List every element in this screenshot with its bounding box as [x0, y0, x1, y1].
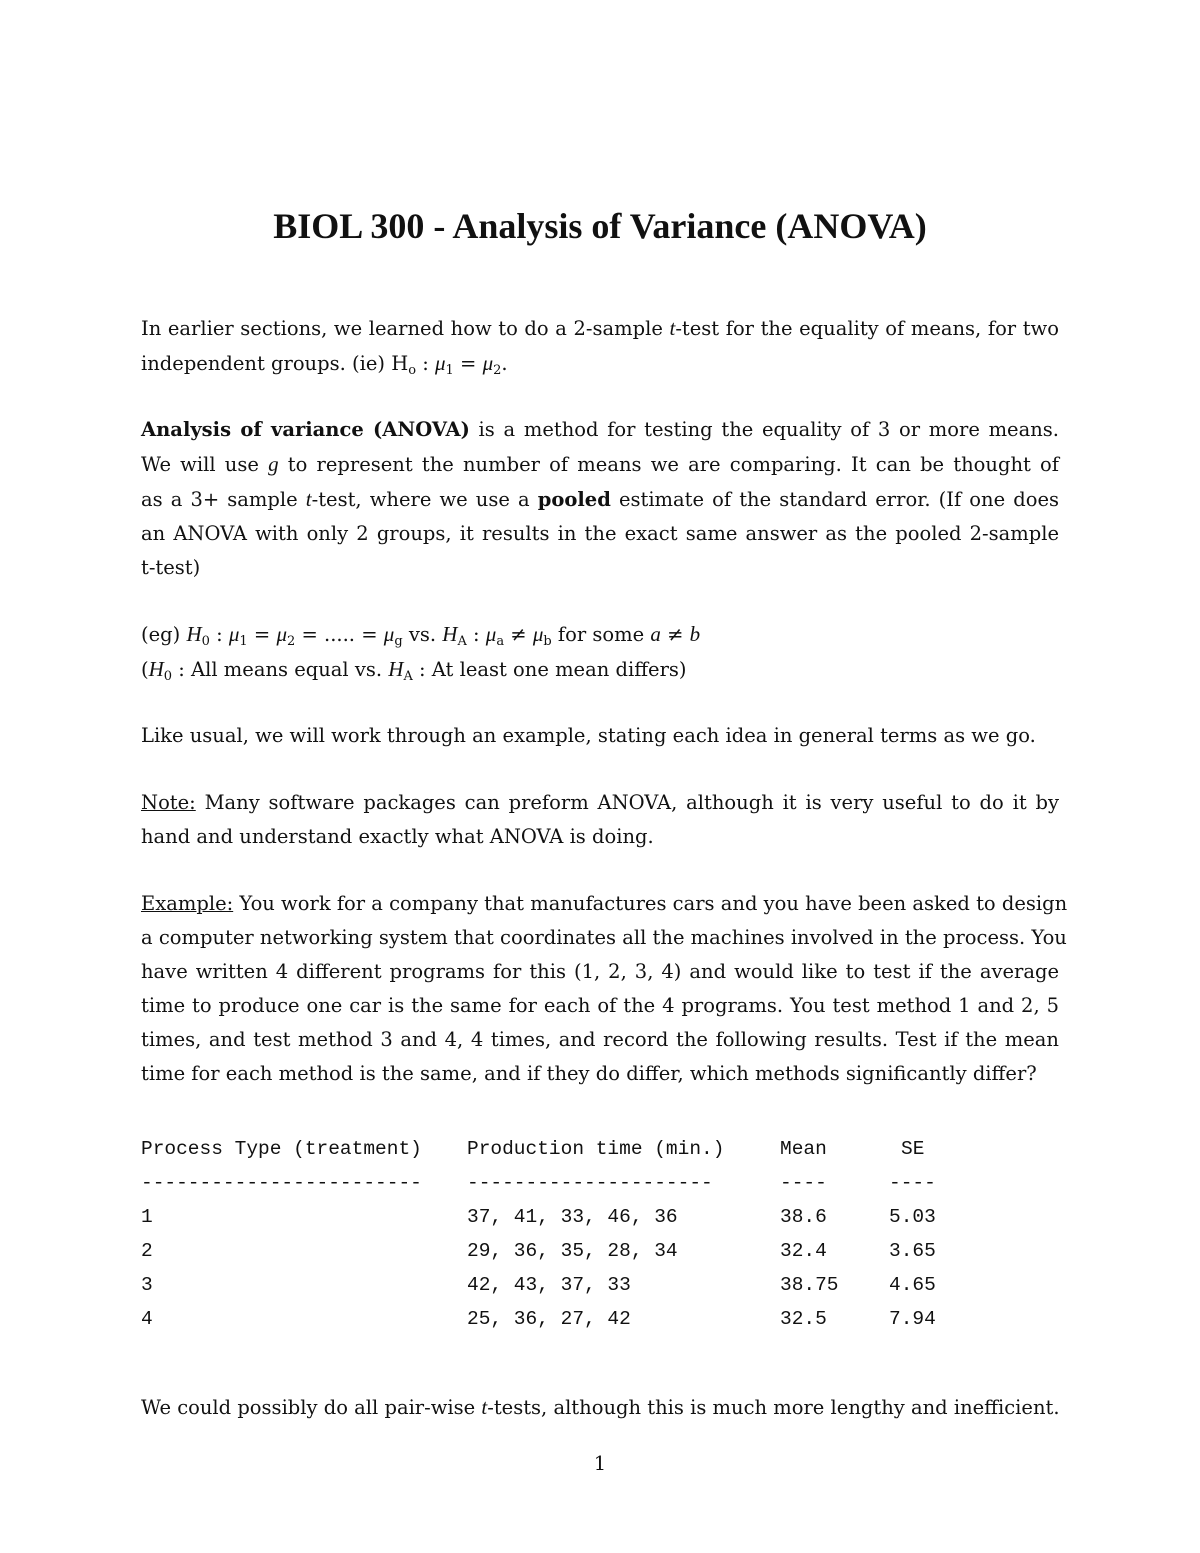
rule: --------------------- — [467, 1172, 713, 1194]
page-title: BIOL 300 - Analysis of Variance (ANOVA) — [273, 206, 927, 246]
anova-definition-paragraph — [141, 413, 1059, 585]
anova-line-5: t-test) — [141, 556, 201, 579]
cell-times: 29, 36, 35, 28, 34 — [467, 1240, 678, 1262]
header-production-time: Production time (min.) — [467, 1138, 725, 1160]
cell-process: 2 — [141, 1240, 153, 1262]
cell-se: 3.65 — [889, 1240, 936, 1262]
hypotheses-line-1: (eg) $H_0$ : $\mu_1 = \mu_2$ = ..... = $\mu_g$ vs. $H_A$ : $\mu_a \ne \mu_b$ for some a ≠ b — [141, 622, 701, 649]
header-mean: Mean — [780, 1138, 827, 1160]
example-line-3: have written 4 different programs for this (1, 2, 3, 4) and would like to test if the average — [141, 960, 1059, 983]
closing-paragraph — [141, 1390, 1059, 1425]
intro-paragraph — [141, 311, 1059, 381]
cell-times: 37, 41, 33, 46, 36 — [467, 1206, 678, 1228]
note-line-1: Note: Many software packages can preform ANOVA, although it is very useful to do it by — [141, 791, 1059, 814]
anova-line-1: Analysis of variance (ANOVA) is a method for testing the equality of 3 or more means. — [141, 418, 1059, 441]
rule: ---- — [889, 1172, 936, 1194]
intro-line-1: In earlier sections, we learned how to do a 2-sample t-test for the equality of means, for two — [141, 316, 1059, 340]
cell-process: 4 — [141, 1308, 153, 1330]
cell-mean: 38.6 — [780, 1206, 827, 1228]
anova-line-3: as a 3+ sample t-test, where we use a pooled estimate of the standard error. (If one does — [141, 487, 1059, 511]
hypotheses — [141, 617, 1059, 687]
like-usual-line: Like usual, we will work through an example, stating each idea in general terms as we go. — [141, 724, 1036, 747]
cell-times: 25, 36, 27, 42 — [467, 1308, 631, 1330]
anova-line-2: We will use g to represent the number of means we are comparing. It can be thought of — [141, 452, 1059, 476]
hypotheses-line-2: ($H_0$ : All means equal vs. $H_A$ : At least one mean differs) — [141, 657, 687, 684]
cell-se: 5.03 — [889, 1206, 936, 1228]
cell-mean: 32.5 — [780, 1308, 827, 1330]
cell-process: 3 — [141, 1274, 153, 1296]
header-se: SE — [901, 1138, 925, 1160]
rule: ------------------------ — [141, 1172, 422, 1194]
like-usual-paragraph — [141, 719, 1059, 753]
example-paragraph — [141, 887, 1068, 1091]
example-line-2: a computer networking system that coordinates all the machines involved in the process. You — [141, 926, 1067, 949]
cell-mean: 32.4 — [780, 1240, 827, 1262]
note-paragraph — [141, 786, 1059, 854]
cell-process: 1 — [141, 1206, 153, 1228]
example-line-5: times, and test method 3 and 4, 4 times, and record the following results. Test if the mean — [141, 1028, 1059, 1051]
note-label: Note: — [141, 791, 196, 814]
example-line-4: time to produce one car is the same for each of the 4 programs. You test method 1 and 2, 5 — [141, 994, 1059, 1017]
example-label: Example: — [141, 892, 234, 915]
closing-line: We could possibly do all pair-wise t-tests, although this is much more lengthy and inefficient. — [141, 1395, 1060, 1419]
example-line-1: Example: You work for a company that manufactures cars and you have been asked to design — [141, 892, 1068, 915]
cell-times: 42, 43, 37, 33 — [467, 1274, 631, 1296]
note-line-2: hand and understand exactly what ANOVA is doing. — [141, 825, 654, 848]
cell-se: 7.94 — [889, 1308, 936, 1330]
header-process-type: Process Type (treatment) — [141, 1138, 422, 1160]
intro-line-2: independent groups. (ie) $H_o$ : $\mu_1 = \mu_2$. — [141, 351, 508, 378]
cell-mean: 38.75 — [780, 1274, 839, 1296]
example-line-6: time for each method is the same, and if they do differ, which methods significantly differ? — [141, 1062, 1037, 1085]
anova-line-4: an ANOVA with only 2 groups, it results in the exact same answer as the pooled 2-sample — [141, 522, 1059, 545]
page-number: 1 — [593, 1452, 607, 1475]
rule: ---- — [780, 1172, 827, 1194]
cell-se: 4.65 — [889, 1274, 936, 1296]
